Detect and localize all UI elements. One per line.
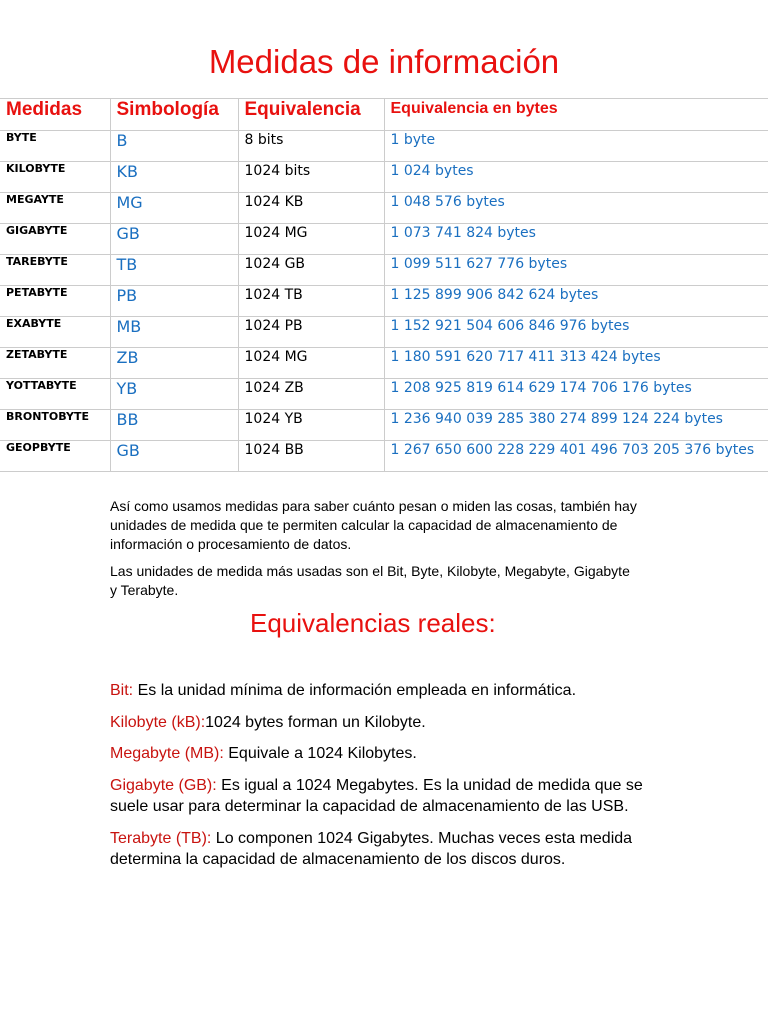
table-row bbox=[0, 379, 768, 410]
unit-name: GEOPBYTE bbox=[0, 441, 110, 472]
definition-text: 1024 bytes forman un Kilobyte. bbox=[205, 713, 426, 731]
table-row bbox=[0, 193, 768, 224]
unit-bytes: 1 byte bbox=[384, 131, 768, 162]
definition-text: Equivale a 1024 Kilobytes. bbox=[223, 745, 417, 762]
units-table bbox=[0, 98, 768, 472]
unit-name: PETABYTE bbox=[0, 286, 110, 317]
unit-symbol: TB bbox=[110, 255, 238, 286]
table-header-row bbox=[0, 99, 768, 131]
unit-equivalence: 1024 YB bbox=[238, 410, 384, 441]
unit-name: BYTE bbox=[0, 131, 110, 162]
unit-bytes: 1 024 bytes bbox=[384, 162, 768, 193]
unit-name: TAREBYTE bbox=[0, 255, 110, 286]
intro-text bbox=[110, 497, 640, 608]
definition-kilobyte bbox=[110, 712, 670, 734]
table-row bbox=[0, 348, 768, 379]
unit-bytes: 1 267 650 600 228 229 401 496 703 205 376 bytes bbox=[384, 441, 768, 472]
header-equivalencia-bytes: Equivalencia en bytes bbox=[384, 99, 768, 131]
unit-bytes: 1 073 741 824 bytes bbox=[384, 224, 768, 255]
definition-text: Lo componen 1024 Gigabytes. Muchas veces esta medida determina la capacidad de almacenamiento de los discos duros. bbox=[110, 829, 633, 868]
unit-symbol: MB bbox=[110, 317, 238, 348]
definition-text: Es la unidad mínima de información empleada en informática. bbox=[133, 682, 577, 699]
unit-symbol: BB bbox=[110, 410, 238, 441]
unit-name: YOTTABYTE bbox=[0, 379, 110, 410]
unit-name: EXABYTE bbox=[0, 317, 110, 348]
unit-symbol: ZB bbox=[110, 348, 238, 379]
table-row bbox=[0, 410, 768, 441]
unit-equivalence: 1024 TB bbox=[238, 286, 384, 317]
header-equivalencia: Equivalencia bbox=[238, 99, 384, 131]
intro-paragraph-1: Así como usamos medidas para saber cuánto pesan o miden las cosas, también hay unidades de medida que te permiten calcular la capacidad de almacenamiento de información o procesamiento de datos. bbox=[110, 498, 637, 552]
table-row bbox=[0, 441, 768, 472]
definition-gigabyte bbox=[110, 775, 670, 818]
definition-term: Megabyte (MB): bbox=[110, 745, 224, 762]
header-medidas: Medidas bbox=[0, 99, 110, 131]
unit-equivalence: 1024 bits bbox=[238, 162, 384, 193]
definition-terabyte bbox=[110, 828, 670, 871]
table-row bbox=[0, 224, 768, 255]
table-row bbox=[0, 317, 768, 348]
definition-megabyte bbox=[110, 743, 670, 765]
header-simbologia: Simbología bbox=[110, 99, 238, 131]
unit-symbol: YB bbox=[110, 379, 238, 410]
unit-symbol: PB bbox=[110, 286, 238, 317]
table-row bbox=[0, 286, 768, 317]
unit-symbol: GB bbox=[110, 441, 238, 472]
unit-name: BRONTOBYTE bbox=[0, 410, 110, 441]
definition-text: Es igual a 1024 Megabytes. Es la unidad de medida que se suele usar para determinar la capacidad de almacenamiento de las USB. bbox=[110, 776, 643, 815]
unit-name: KILOBYTE bbox=[0, 162, 110, 193]
unit-symbol: B bbox=[110, 131, 238, 162]
unit-bytes: 1 152 921 504 606 846 976 bytes bbox=[384, 317, 768, 348]
unit-bytes: 1 125 899 906 842 624 bytes bbox=[384, 286, 768, 317]
definition-term: Bit: bbox=[110, 682, 134, 699]
unit-name: MEGAYTE bbox=[0, 193, 110, 224]
document-title: Medidas de información bbox=[208, 43, 560, 80]
intro-paragraph-2: Las unidades de medida más usadas son el Bit, Byte, Kilobyte, Megabyte, Gigabyte y Terabyte. bbox=[110, 563, 630, 598]
unit-symbol: MG bbox=[110, 193, 238, 224]
table-row bbox=[0, 255, 768, 286]
unit-bytes: 1 099 511 627 776 bytes bbox=[384, 255, 768, 286]
table-row bbox=[0, 162, 768, 193]
unit-equivalence: 1024 GB bbox=[238, 255, 384, 286]
table-row bbox=[0, 131, 768, 162]
unit-equivalence: 1024 KB bbox=[238, 193, 384, 224]
unit-name: ZETABYTE bbox=[0, 348, 110, 379]
unit-equivalence: 1024 PB bbox=[238, 317, 384, 348]
definition-bit bbox=[110, 680, 670, 702]
section-title: Equivalencias reales: bbox=[250, 608, 496, 638]
unit-bytes: 1 180 591 620 717 411 313 424 bytes bbox=[384, 348, 768, 379]
unit-equivalence: 1024 BB bbox=[238, 441, 384, 472]
unit-equivalence: 1024 ZB bbox=[238, 379, 384, 410]
unit-symbol: KB bbox=[110, 162, 238, 193]
unit-equivalence: 1024 MG bbox=[238, 224, 384, 255]
unit-bytes: 1 208 925 819 614 629 174 706 176 bytes bbox=[384, 379, 768, 410]
unit-symbol: GB bbox=[110, 224, 238, 255]
definitions-list bbox=[110, 680, 670, 881]
unit-name: GIGABYTE bbox=[0, 224, 110, 255]
unit-equivalence: 1024 MG bbox=[238, 348, 384, 379]
unit-equivalence: 8 bits bbox=[238, 131, 384, 162]
unit-bytes: 1 048 576 bytes bbox=[384, 193, 768, 224]
unit-bytes: 1 236 940 039 285 380 274 899 124 224 bytes bbox=[384, 410, 768, 441]
definition-term: Kilobyte (kB): bbox=[110, 713, 206, 731]
definition-term: Terabyte (TB): bbox=[110, 829, 212, 847]
definition-term: Gigabyte (GB): bbox=[110, 776, 217, 794]
